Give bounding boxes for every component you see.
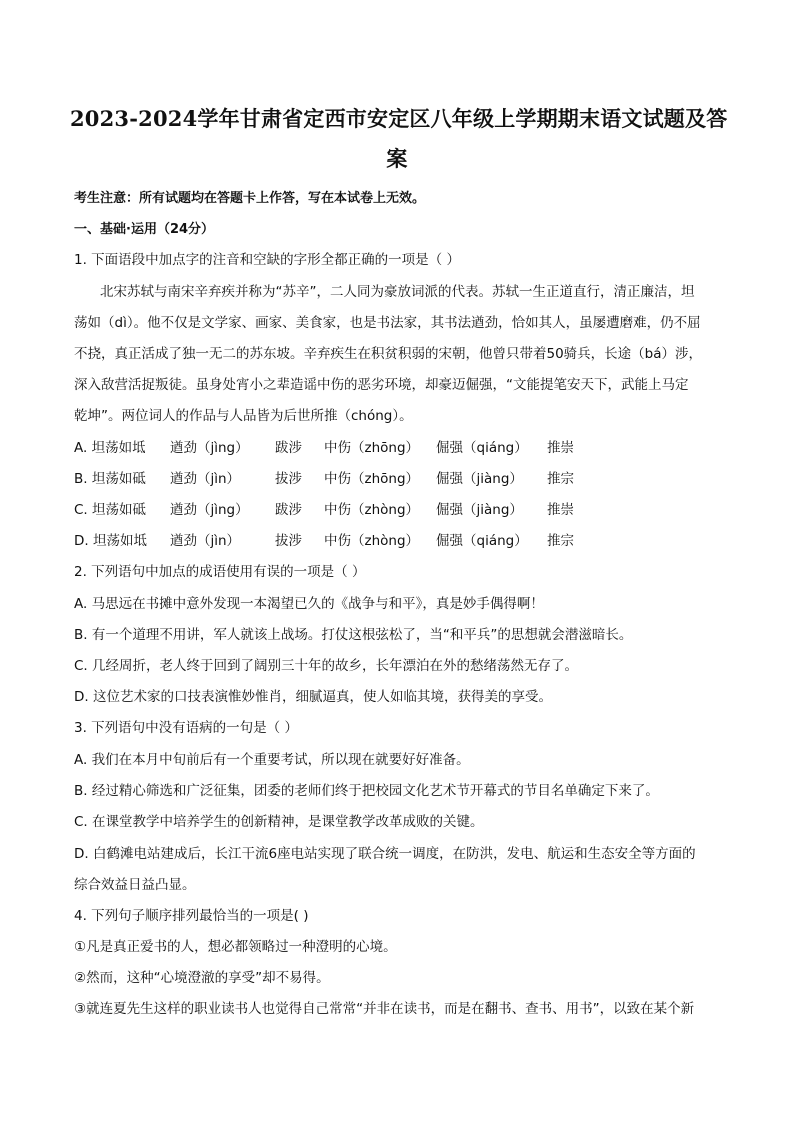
question-3-option-c: C. 在课堂教学中培养学生的创新精神，是课堂教学改革成败的关键。 — [74, 814, 484, 830]
option-word: 中伤（zhōng） — [324, 471, 420, 487]
question-3-stem: 3. 下列语句中没有语病的一句是（ ） — [74, 720, 298, 736]
option-word: 推崇 — [547, 502, 574, 518]
question-2-option-a: A. 马思远在书摊中意外发现一本渴望已久的《战争与和平》，真是妙手偶得啊！ — [74, 596, 544, 612]
option-word: 推宗 — [547, 533, 574, 549]
section-heading-basics: 一、基础·运用（24分） — [74, 222, 215, 237]
question-4-stem: 4. 下列句子顺序排列最恰当的一项是( ) — [74, 908, 309, 924]
question-4-item-2: ②然而，这种“心境澄澈的享受”却不易得。 — [74, 970, 330, 986]
option-word: 推宗 — [547, 471, 574, 487]
question-3-option-d: D. 白鹤滩电站建成后，长江干流6座电站实现了联合统一调度，在防洪，发电、航运和生态安全等方面的 — [74, 846, 696, 862]
page-title-line2: 案 — [386, 146, 408, 171]
question-3-option-b: B. 经过精心筛选和广泛征集，团委的老师们终于把校园文化艺术节开幕式的节目名单确定下来了。 — [74, 783, 659, 799]
option-word: 倔强（qiáng） — [436, 440, 528, 456]
exam-notice: 考生注意：所有试题均在答题卡上作答，写在本试卷上无效。 — [74, 191, 426, 206]
question-2-option-d: D. 这位艺术家的口技表演惟妙惟肖，细腻逼真，使人如临其境，获得美的享受。 — [74, 689, 552, 705]
question-3-option-d-cont: 综合效益日益凸显。 — [74, 877, 196, 893]
question-1-passage-line: 北宋苏轼与南宋辛弃疾并称为“苏辛”，二人同为豪放词派的代表。苏轼一生正道直行，清正廉洁，坦 — [100, 284, 695, 300]
question-1-passage-line: 荡如（dì）。他不仅是文学家、画家、美食家，也是书法家，其书法遒劲，恰如其人，虽屡遭磨难，仍不屈 — [74, 315, 701, 331]
option-word: 遒劲（jìn） — [170, 471, 241, 487]
option-word: B. 坦荡如砥 — [74, 471, 146, 487]
option-word: D. 坦荡如坻 — [74, 533, 147, 549]
option-word: 遒劲（jìn） — [170, 533, 241, 549]
option-word: 拔涉 — [275, 471, 302, 487]
option-word: A. 坦荡如坻 — [74, 440, 146, 456]
option-word: 遒劲（jìng） — [170, 440, 249, 456]
option-word: 拔涉 — [275, 533, 302, 549]
option-word: 中伤（zhōng） — [324, 440, 420, 456]
question-2-option-b: B. 有一个道理不用讲，军人就该上战场。打仗这根弦松了，当“和平兵”的思想就会潜滋暗长。 — [74, 627, 633, 643]
option-word: C. 坦荡如砥 — [74, 502, 147, 518]
question-1-passage-line: 乾坤”。两位词人的作品与人品皆为后世所推（chóng）。 — [74, 408, 413, 424]
option-word: 倔强（jiàng） — [436, 471, 523, 487]
option-word: 跋涉 — [275, 502, 302, 518]
option-word: 中伤（zhòng） — [324, 502, 420, 518]
page-title-line1: 2023-2024学年甘肃省定西市安定区八年级上学期期末语文试题及答 — [70, 106, 728, 131]
question-1-passage-line: 不挠，真正活成了独一无二的苏东坡。辛弃疾生在积贫积弱的宋朝，他曾只带着50骑兵，长途（bá）涉， — [74, 346, 703, 362]
option-word: 倔强（jiàng） — [436, 502, 523, 518]
option-word: 倔强（qiáng） — [436, 533, 528, 549]
question-1-stem: 1. 下面语段中加点字的注音和空缺的字形全都正确的一项是（ ） — [74, 252, 460, 268]
question-2-option-c: C. 几经周折，老人终于回到了阔别三十年的故乡，长年漂泊在外的愁绪荡然无存了。 — [74, 658, 579, 674]
question-4-item-3: ③就连夏先生这样的职业读书人也觉得自己常常“并非在读书，而是在翻书、查书、用书”，以致在某个新 — [74, 1001, 695, 1017]
question-1-passage-line: 深入敌营活捉叛徒。虽身处宵小之辈造谣中伤的恶劣环境，却豪迈倔强，“文能提笔安天下，武能上马定 — [74, 377, 689, 393]
option-word: 遒劲（jìng） — [170, 502, 249, 518]
question-4-item-1: ①凡是真正爱书的人，想必都领略过一种澄明的心境。 — [74, 939, 397, 955]
option-word: 推崇 — [547, 440, 574, 456]
option-word: 中伤（zhòng） — [324, 533, 420, 549]
question-3-option-a: A. 我们在本月中旬前后有一个重要考试，所以现在就要好好准备。 — [74, 752, 470, 768]
option-word: 跋涉 — [275, 440, 302, 456]
question-2-stem: 2. 下列语句中加点的成语使用有误的一项是（ ） — [74, 564, 366, 580]
